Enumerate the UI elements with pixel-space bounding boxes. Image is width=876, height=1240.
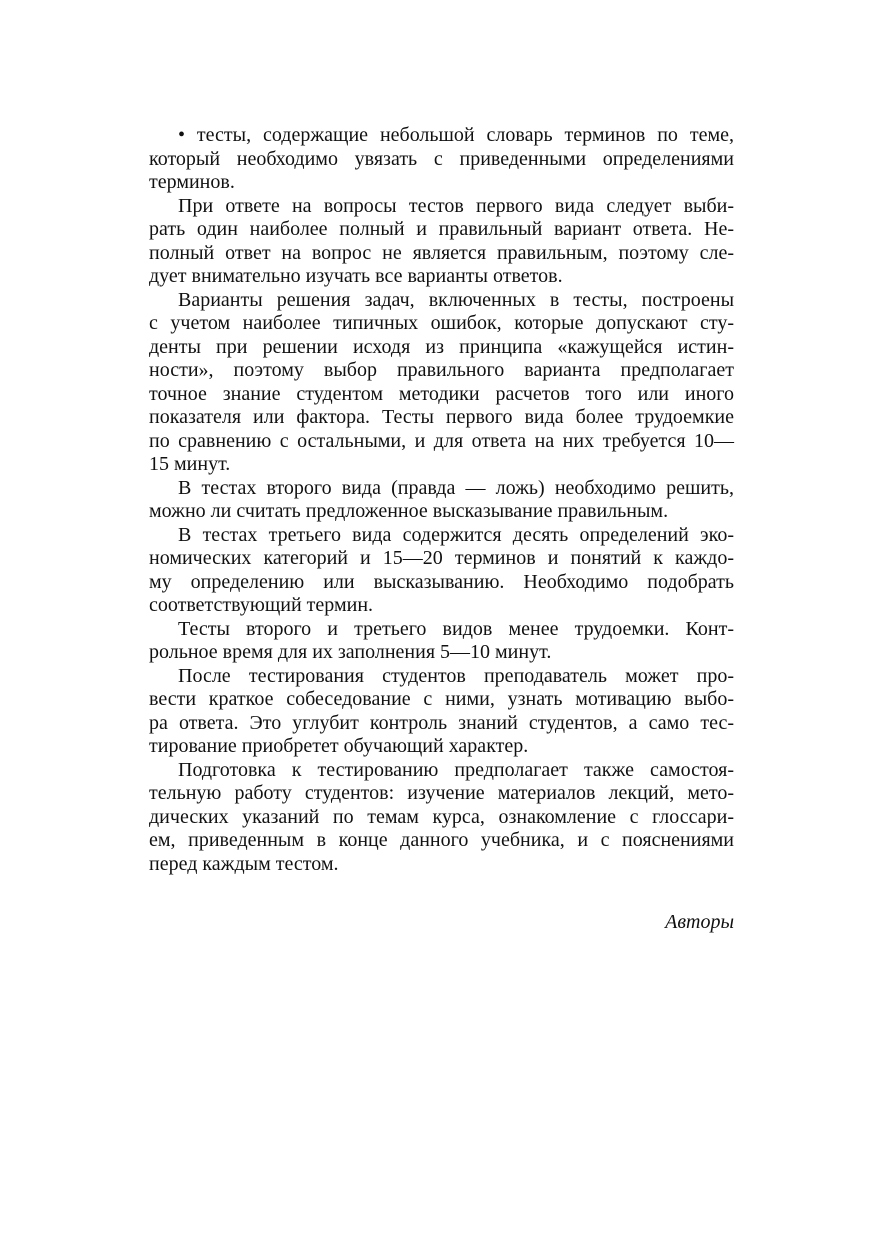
text-line: показателя или фактора. Тесты первого вида более трудоемкие <box>149 406 734 428</box>
text-line: Варианты решения задач, включенных в тесты, построены <box>178 288 734 311</box>
text-line: по сравнению с остальными, и для ответа на них требуется 10— <box>149 429 734 452</box>
text-line: тирование приобретет обучающий характер. <box>149 735 529 757</box>
text-line: В тестах второго вида (правда — ложь) необходимо решить, <box>178 476 734 499</box>
text-line: дует внимательно изучать все варианты ответов. <box>149 265 563 287</box>
text-line: рольное время для их заполнения 5—10 минут. <box>149 641 552 663</box>
text-line: Тесты второго и третьего видов менее трудоемки. Конт- <box>178 617 734 640</box>
page-body <box>149 124 734 876</box>
paragraph-3 <box>149 289 734 477</box>
paragraph-8 <box>149 759 734 877</box>
text-line: В тестах третьего вида содержится десять определений эко- <box>178 523 734 546</box>
text-line: Подготовка к тестированию предполагает также самостоя- <box>178 758 734 781</box>
text-line: ем, приведенным в конце данного учебника, и с пояснениями <box>149 829 734 851</box>
text-line: ра ответа. Это углубит контроль знаний студентов, а само тес- <box>149 711 734 734</box>
paragraph-7 <box>149 665 734 759</box>
paragraph-6 <box>149 618 734 665</box>
text-line: му определению или высказыванию. Необходимо подобрать <box>149 570 734 593</box>
text-line: ности», поэтому выбор правильного варианта предполагает <box>149 359 734 381</box>
paragraph-1 <box>149 124 734 195</box>
text-line: терминов. <box>149 171 235 193</box>
text-line: с учетом наиболее типичных ошибок, которые допускают сту- <box>149 312 734 334</box>
text-line: При ответе на вопросы тестов первого вида следует выби- <box>178 194 734 217</box>
text-line: точное знание студентом методики расчетов того или иного <box>149 382 734 405</box>
text-line: 15 минут. <box>149 453 231 475</box>
paragraph-2 <box>149 195 734 289</box>
text-line: перед каждым тестом. <box>149 852 339 875</box>
paragraph-4 <box>149 477 734 524</box>
text-line: • тесты, содержащие небольшой словарь терминов по теме, <box>178 124 734 146</box>
text-line: денты при решении исходя из принципа «кажущейся истин- <box>149 335 734 358</box>
text-line: можно ли считать предложенное высказывание правильным. <box>149 500 669 522</box>
text-line: который необходимо увязать с приведенными определениями <box>149 147 734 170</box>
text-line: тельную работу студентов: изучение материалов лекций, мето- <box>149 782 734 804</box>
paragraph-5 <box>149 524 734 618</box>
text-line: После тестирования студентов преподаватель может про- <box>178 664 734 687</box>
text-line: дических указаний по темам курса, ознакомление с глоссари- <box>149 805 734 828</box>
text-line: вести краткое собеседование с ними, узнать мотивацию выбо- <box>149 688 734 710</box>
authors-signature: Авторы <box>665 911 734 933</box>
text-line: номических категорий и 15—20 терминов и понятий к каждо- <box>149 547 734 569</box>
text-line: соответствующий термин. <box>149 594 374 616</box>
text-line: полный ответ на вопрос не является правильным, поэтому сле- <box>149 241 734 264</box>
text-line: рать один наиболее полный и правильный вариант ответа. Не- <box>149 218 734 240</box>
